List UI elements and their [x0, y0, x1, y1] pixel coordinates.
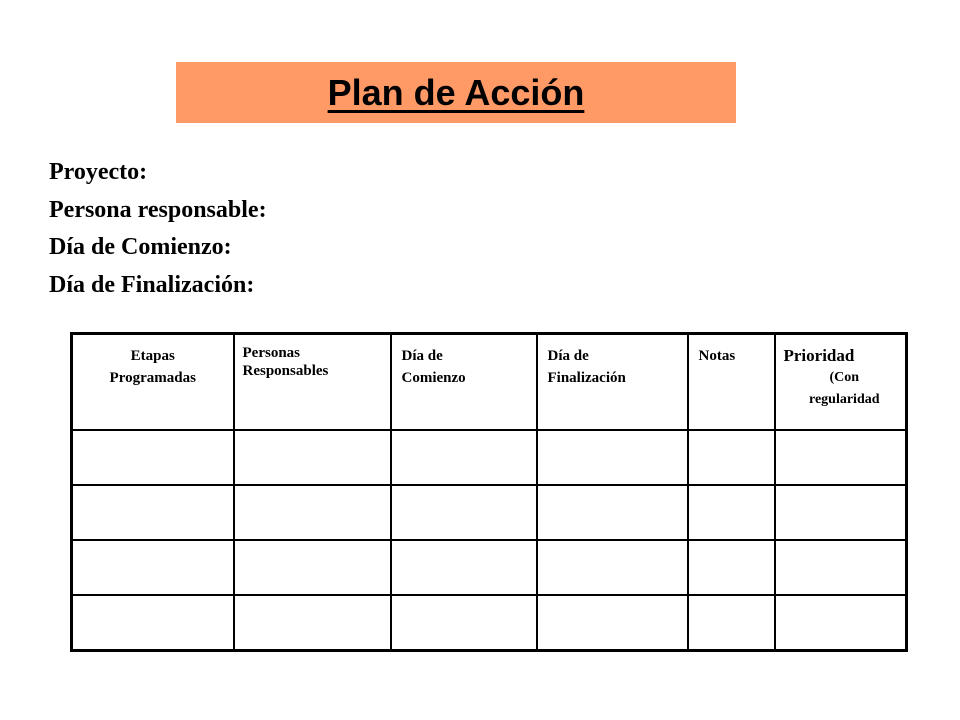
field-dia-finalizacion: Día de Finalización:	[49, 271, 255, 298]
cell-dia-comienzo[interactable]	[391, 485, 537, 540]
cell-prioridad[interactable]	[775, 540, 907, 595]
cell-dia-comienzo[interactable]	[391, 595, 537, 651]
cell-notas[interactable]	[688, 485, 775, 540]
header-dia-comienzo	[391, 334, 537, 430]
table-header-row	[72, 334, 907, 430]
header-personas-line1: Personas	[242, 345, 300, 361]
cell-etapas[interactable]	[72, 540, 234, 595]
cell-dia-comienzo[interactable]	[391, 540, 537, 595]
cell-etapas[interactable]	[72, 430, 234, 485]
header-dia-final-line1: Día de	[547, 348, 589, 364]
header-personas-responsables	[234, 334, 391, 430]
table-row	[72, 595, 907, 651]
project-fields	[49, 154, 267, 304]
cell-dia-comienzo[interactable]	[391, 430, 537, 485]
cell-personas[interactable]	[234, 485, 391, 540]
cell-dia-finalizacion[interactable]	[537, 430, 688, 485]
cell-prioridad[interactable]	[775, 485, 907, 540]
cell-notas[interactable]	[688, 540, 775, 595]
header-personas-line2: Responsables	[242, 363, 329, 379]
cell-personas[interactable]	[234, 540, 391, 595]
cell-etapas[interactable]	[72, 595, 234, 651]
cell-dia-finalizacion[interactable]	[537, 540, 688, 595]
cell-personas[interactable]	[234, 595, 391, 651]
table-row	[72, 540, 907, 595]
field-persona-responsable: Persona responsable:	[49, 196, 267, 223]
header-dia-finalizacion	[537, 334, 688, 430]
cell-personas[interactable]	[234, 430, 391, 485]
header-prioridad	[775, 334, 907, 430]
cell-dia-finalizacion[interactable]	[537, 485, 688, 540]
header-notas-label: Notas	[698, 348, 736, 364]
header-prioridad-label: Prioridad	[783, 346, 855, 365]
header-etapas-line2: Programadas	[109, 370, 196, 386]
header-notas	[688, 334, 775, 430]
cell-etapas[interactable]	[72, 485, 234, 540]
header-dia-final-line2: Finalización	[547, 370, 626, 386]
field-dia-comienzo: Día de Comienzo:	[49, 234, 232, 260]
field-proyecto: Proyecto:	[49, 159, 148, 185]
header-etapas-line1: Etapas	[130, 348, 175, 364]
table-row	[72, 430, 907, 485]
cell-prioridad[interactable]	[775, 430, 907, 485]
header-etapas-programadas	[72, 334, 234, 430]
header-dia-comienzo-line2: Comienzo	[401, 370, 466, 386]
cell-notas[interactable]	[688, 430, 775, 485]
header-dia-comienzo-line1: Día de	[401, 348, 443, 364]
header-prioridad-sub1: (Con	[829, 370, 860, 385]
title-banner	[176, 62, 736, 123]
header-prioridad-sub2: regularidad	[808, 392, 880, 407]
table-row	[72, 485, 907, 540]
page-title: Plan de Acción	[327, 71, 585, 113]
cell-dia-finalizacion[interactable]	[537, 595, 688, 651]
cell-notas[interactable]	[688, 595, 775, 651]
cell-prioridad[interactable]	[775, 595, 907, 651]
action-plan-table	[70, 332, 908, 652]
